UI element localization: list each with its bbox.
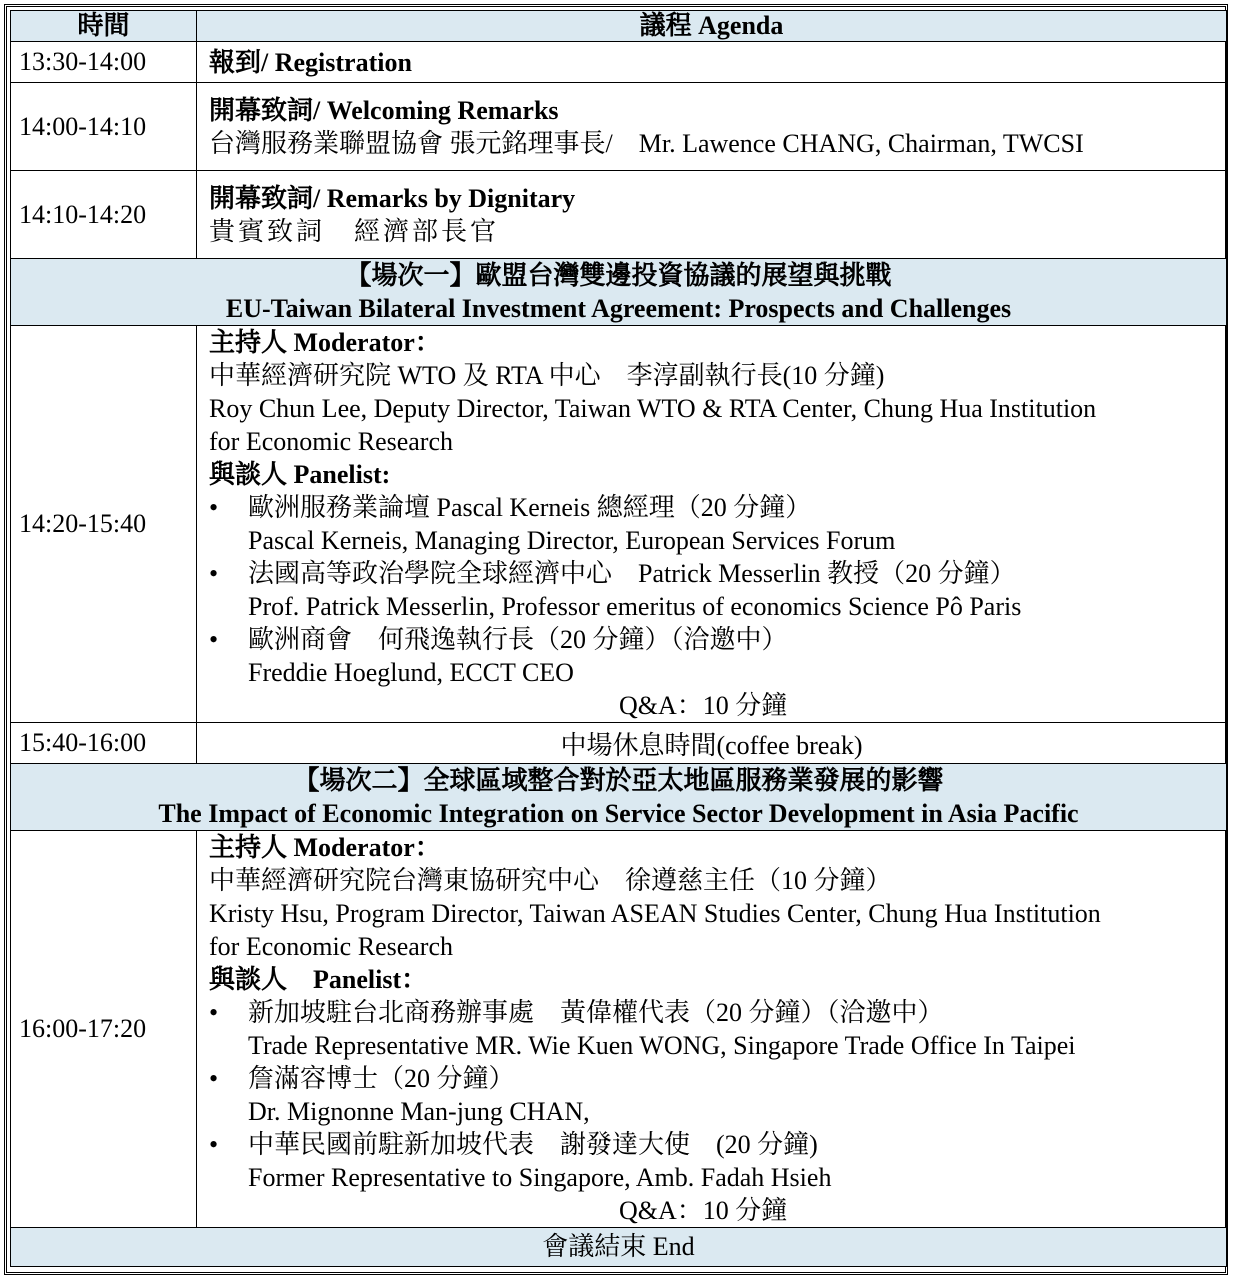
bullet-icon: • <box>209 1130 219 1159</box>
session1-title-en: EU-Taiwan Bilateral Investment Agreement: Prospects and Challenges <box>225 294 1012 323</box>
agenda-frame <box>4 4 1228 1275</box>
welcome-title: 開幕致詞/ Welcoming Remarks <box>209 95 559 125</box>
session1-qa: Q&A：10 分鐘 <box>619 691 788 720</box>
session2-row <box>11 831 1227 1228</box>
session1-panelist-3-en: Freddie Hoeglund, ECCT CEO <box>248 658 574 687</box>
session2-panelist-1-zh: • 新加坡駐台北商務辦事處 黃偉權代表（20 分鐘）（洽邀中） <box>209 998 944 1027</box>
registration-row <box>11 42 1227 83</box>
session1-cell <box>197 326 1227 723</box>
bullet-icon: • <box>209 559 219 588</box>
welcome-time: 14:00-14:10 <box>11 83 197 171</box>
bullet-icon: • <box>209 998 219 1027</box>
session1-moderator-en-1: Roy Chun Lee, Deputy Director, Taiwan WTO & RTA Center, Chung Hua Institution <box>209 394 1097 423</box>
session2-moderator-en-1: Kristy Hsu, Program Director, Taiwan ASEAN Studies Center, Chung Hua Institution <box>209 899 1101 928</box>
welcome-speaker: 台灣服務業聯盟協會 張元銘理事長/ Mr. Lawence CHANG, Chairman, TWCSI <box>209 128 1084 158</box>
session1-panelist-3-zh: • 歐洲商會 何飛逸執行長（20 分鐘）（洽邀中） <box>209 625 788 654</box>
session1-panelist-2-en: Prof. Patrick Messerlin, Professor emeritus of economics Science Pô Paris <box>248 592 1022 621</box>
session2-panelist-1-en: Trade Representative MR. Wie Kuen WONG, Singapore Trade Office In Taipei <box>248 1031 1076 1060</box>
bullet-icon: • <box>209 1064 219 1093</box>
session2-panelist-2-zh: • 詹滿容博士（20 分鐘） <box>209 1064 515 1093</box>
session2-header <box>11 764 1227 831</box>
session2-panelist-3-zh: • 中華民國前駐新加坡代表 謝發達大使 (20 分鐘) <box>209 1130 818 1159</box>
session2-cell <box>197 831 1227 1228</box>
session2-moderator-zh: 中華經濟研究院台灣東協研究中心 徐遵慈主任（10 分鐘） <box>209 866 892 895</box>
dignitary-speaker: 貴賓致詞 經濟部長官 <box>209 216 500 246</box>
session1-title-zh: 【場次一】歐盟台灣雙邊投資協議的展望與挑戰 <box>345 261 892 290</box>
session2-moderator-label: 主持人 Moderator： <box>209 833 441 862</box>
session2-time: 16:00-17:20 <box>11 831 197 1228</box>
agenda-table <box>10 10 1227 1267</box>
end-label: 會議結束 End <box>11 1228 1227 1267</box>
dignitary-row <box>11 171 1227 259</box>
dignitary-title: 開幕致詞/ Remarks by Dignitary <box>209 183 576 213</box>
header-row <box>11 11 1227 42</box>
session1-header <box>11 259 1227 326</box>
session1-moderator-zh: 中華經濟研究院 WTO 及 RTA 中心 李淳副執行長(10 分鐘) <box>209 361 885 390</box>
registration-cell <box>197 42 1227 83</box>
session1-panelist-1-zh: • 歐洲服務業論壇 Pascal Kerneis 總經理（20 分鐘） <box>209 493 812 522</box>
dignitary-time: 14:10-14:20 <box>11 171 197 259</box>
break-label: 中場休息時間(coffee break) <box>197 723 1227 764</box>
session2-title-zh: 【場次二】全球區域整合對於亞太地區服務業發展的影響 <box>293 766 944 795</box>
registration-time: 13:30-14:00 <box>11 42 197 83</box>
bullet-icon: • <box>209 625 219 654</box>
session1-panelist-1-en: Pascal Kerneis, Managing Director, European Services Forum <box>248 526 896 555</box>
registration-title: 報到/ Registration <box>209 47 412 77</box>
session2-panelist-2-en: Dr. Mignonne Man-jung CHAN, <box>248 1097 590 1126</box>
session2-panelist-3-en: Former Representative to Singapore, Amb. Fadah Hsieh <box>248 1163 832 1192</box>
session1-moderator-en-2: for Economic Research <box>209 427 454 456</box>
session2-panelist-label: 與談人 Panelist： <box>209 965 428 994</box>
welcome-cell <box>197 83 1227 171</box>
header-agenda: 議程 Agenda <box>197 11 1227 42</box>
session2-title-en: The Impact of Economic Integration on Service Sector Development in Asia Pacific <box>158 799 1079 828</box>
session2-qa: Q&A：10 分鐘 <box>619 1196 788 1225</box>
break-time: 15:40-16:00 <box>11 723 197 764</box>
session1-panelist-label: 與談人 Panelist: <box>209 460 391 489</box>
welcome-row <box>11 83 1227 171</box>
session2-header-row <box>11 764 1227 831</box>
end-row <box>11 1228 1227 1267</box>
break-row <box>11 723 1227 764</box>
header-time: 時間 <box>11 11 197 42</box>
bullet-icon: • <box>209 493 219 522</box>
session2-moderator-en-2: for Economic Research <box>209 932 454 961</box>
session1-moderator-label: 主持人 Moderator： <box>209 328 441 357</box>
session1-panelist-2-zh: • 法國高等政治學院全球經濟中心 Patrick Messerlin 教授（20 分鐘） <box>209 559 1016 588</box>
dignitary-cell <box>197 171 1227 259</box>
session1-header-row <box>11 259 1227 326</box>
session1-time: 14:20-15:40 <box>11 326 197 723</box>
session1-row <box>11 326 1227 723</box>
